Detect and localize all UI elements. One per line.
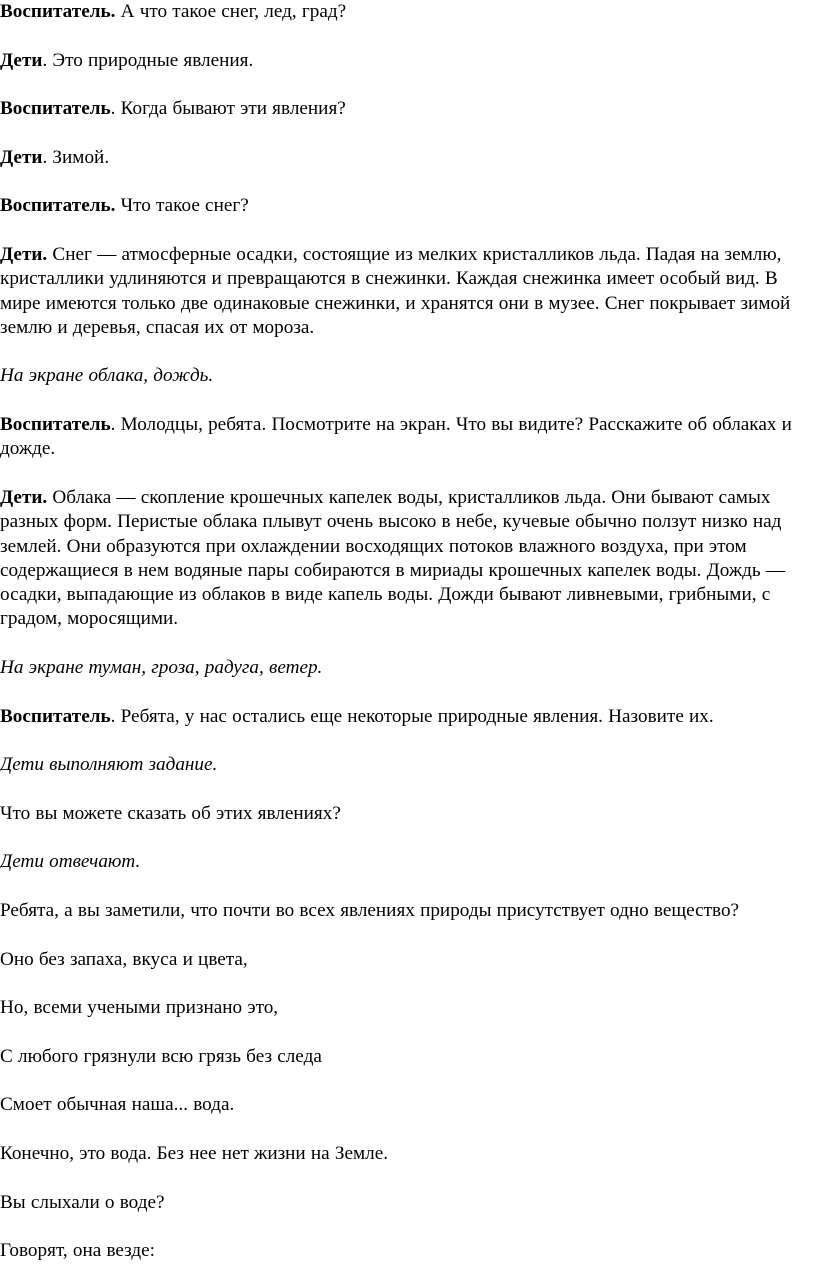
- paragraph-text: . Зимой.: [42, 146, 110, 168]
- paragraph-text: Что такое снег?: [115, 195, 249, 217]
- speaker-label: Дети: [0, 146, 43, 168]
- poem-line: Смоет обычная наша... вода.: [0, 1094, 235, 1116]
- poem-line: Оно без запаха, вкуса и цвета,: [0, 948, 248, 970]
- poem-line: Но, всеми учеными признано это,: [0, 997, 279, 1019]
- paragraph-dialog: [0, 413, 816, 462]
- paragraph-text: А что такое снег, лед, град?: [115, 1, 347, 22]
- speaker-label: Дети.: [0, 243, 48, 265]
- poem-line: С любого грязнули всю грязь без следа: [0, 1045, 322, 1067]
- speaker-label: Дети: [0, 49, 43, 71]
- stage-direction: На экране туман, гроза, радуга, ветер.: [0, 657, 323, 679]
- paragraph-dialog: [0, 49, 816, 73]
- paragraph-dialog: [0, 705, 816, 729]
- paragraph-text: . Молодцы, ребята. Посмотрите на экран. Что вы видите? Расскажите об облаках и дожде.: [0, 414, 792, 460]
- paragraph-plain: Конечно, это вода. Без нее нет жизни на Земле.: [0, 1142, 389, 1164]
- paragraph-text: Снег — атмосферные осадки, состоящие из мелких кристалликов льда. Падая на землю, кристаллики удлиняются и превращаются в снежинки. Каждая снежинка имеет особый вид. В мире имеются только две одинаковые снежинки, и хранятся они в музее. Снег покрывает зимой землю и деревья, спасая их от мороза.: [0, 243, 791, 338]
- paragraph-dialog: [0, 486, 816, 632]
- paragraph-text: . Когда бывают эти явления?: [110, 98, 346, 120]
- stage-direction: Дети отвечают.: [0, 851, 141, 873]
- paragraph-plain: Что вы можете сказать об этих явлениях?: [0, 802, 341, 824]
- paragraph-text: . Это природные явления.: [42, 49, 254, 71]
- speaker-label: Воспитатель.: [0, 195, 116, 217]
- speaker-label: Воспитатель.: [0, 1, 116, 22]
- speaker-label: Воспитатель: [0, 705, 111, 727]
- speaker-label: Дети.: [0, 486, 48, 508]
- speaker-label: Воспитатель: [0, 98, 111, 120]
- paragraph-dialog: [0, 194, 816, 218]
- paragraph-dialog: [0, 97, 816, 121]
- speaker-label: Воспитатель: [0, 414, 111, 436]
- paragraph-plain: Ребята, а вы заметили, что почти во всех явлениях природы присутствует одно вещество?: [0, 899, 740, 921]
- paragraph-dialog: [0, 146, 816, 170]
- paragraph-dialog: [0, 243, 816, 340]
- paragraph-plain: Вы слыхали о воде?: [0, 1191, 165, 1213]
- paragraph-text: . Ребята, у нас остались еще некоторые природные явления. Назовите их.: [110, 705, 714, 727]
- stage-direction: На экране облака, дождь.: [0, 365, 214, 387]
- stage-direction: Дети выполняют задание.: [0, 754, 218, 776]
- paragraph-plain: Говорят, она везде:: [0, 1240, 155, 1262]
- paragraph-text: Облака — скопление крошечных капелек воды, кристалликов льда. Они бывают самых разных форм. Перистые облака плывут очень высоко в небе, кучевые обычно ползут низко над землей. Они образуются при охлаждении восходящих потоков влажного воздуха, при этом содержащиеся в нем водяные пары собираются в мириады крошечных капелек воды. Дождь — осадки, выпадающие из облаков в виде капель воды. Дожди бывают ливневыми, грибными, с градом, моросящими.: [0, 486, 786, 630]
- paragraph-dialog: [0, 0, 816, 24]
